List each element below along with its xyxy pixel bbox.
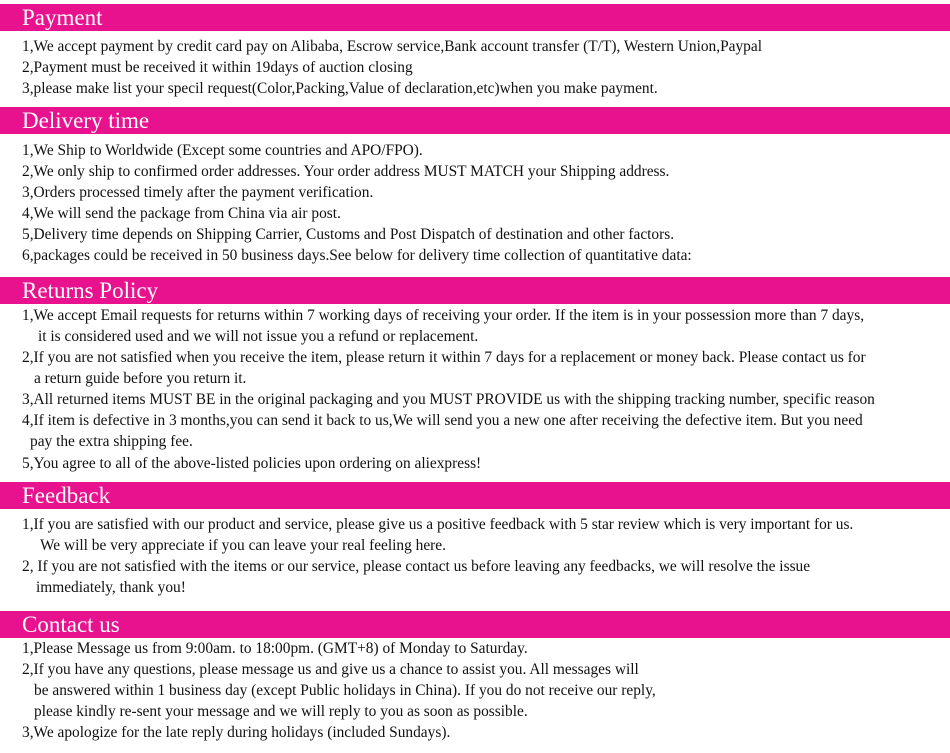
delivery-line-1: 1,We Ship to Worldwide (Except some countries and APO/FPO).: [22, 142, 423, 159]
returns-line-4: 4,If item is defective in 3 months,you can send it back to us,We will send you a new one after receiving the defective item. But you need: [22, 412, 863, 429]
returns-line-3: 3,All returned items MUST BE in the original packaging and you MUST PROVIDE us with the shipping tracking number, specific reason: [22, 391, 875, 408]
contact-title: Contact us: [22, 612, 120, 637]
feedback-line-2: 2, If you are not satisfied with the items or our service, please contact us before leaving any feedbacks, we will resolve the issue: [22, 558, 811, 575]
feedback-line-1: 1,If you are satisfied with our product and service, please give us a positive feedback with 5 star review which is very important for us.: [22, 516, 854, 533]
returns-line-1: 1,We accept Email requests for returns within 7 working days of receiving your order. If the item is in your possession more than 7 days,: [22, 307, 865, 324]
payment-line-3: 3,please make list your specil request(Color,Packing,Value of declaration,etc)when you make payment.: [22, 80, 658, 97]
returns-line-4b: pay the extra shipping fee.: [30, 433, 193, 450]
payment-line-1: 1,We accept payment by credit card pay on Alibaba, Escrow service,Bank account transfer (T/T), Western Union,Paypal: [22, 38, 762, 55]
returns-header: [0, 276, 950, 304]
returns-title: Returns Policy: [22, 278, 159, 303]
delivery-title: Delivery time: [22, 108, 150, 133]
contact-line-2: 2,If you have any questions, please message us and give us a chance to assist you. All messages will: [22, 661, 639, 678]
delivery-line-4: 4,We will send the package from China via air post.: [22, 205, 341, 222]
contact-line-2c: please kindly re-sent your message and we will reply to you as soon as possible.: [34, 703, 528, 720]
feedback-line-1b: We will be very appreciate if you can leave your real feeling here.: [40, 537, 446, 554]
contact-section: [0, 610, 950, 741]
contact-line-3: 3,We apologize for the late reply during holidays (included Sundays).: [22, 724, 451, 741]
returns-line-2: 2,If you are not satisfied when you receive the item, please return it within 7 days for a replacement or money back. Please contact us for: [22, 349, 866, 366]
feedback-title: Feedback: [22, 483, 111, 508]
returns-line-1b: it is considered used and we will not issue you a refund or replacement.: [38, 328, 479, 345]
returns-section: [0, 276, 950, 472]
delivery-line-5: 5,Delivery time depends on Shipping Carrier, Customs and Post Dispatch of destination and other factors.: [22, 226, 675, 243]
payment-line-2: 2,Payment must be received it within 19days of auction closing: [22, 59, 413, 76]
payment-section: [0, 3, 950, 97]
delivery-header: [0, 106, 950, 134]
feedback-line-2b: immediately, thank you!: [36, 579, 186, 596]
returns-line-2b: a return guide before you return it.: [34, 370, 247, 387]
delivery-line-3: 3,Orders processed timely after the payment verification.: [22, 184, 374, 201]
contact-line-2b: be answered within 1 business day (except Public holidays in China). If you do not receive our reply,: [34, 682, 656, 699]
payment-header: [0, 3, 950, 31]
contact-header: [0, 610, 950, 638]
feedback-section: [0, 481, 950, 596]
payment-title: Payment: [22, 5, 103, 30]
returns-line-5: 5,You agree to all of the above-listed policies upon ordering on aliexpress!: [22, 455, 482, 472]
delivery-line-2: 2,We only ship to confirmed order addresses. Your order address MUST MATCH your Shipping address.: [22, 163, 670, 180]
delivery-section: [0, 106, 950, 264]
contact-line-1: 1,Please Message us from 9:00am. to 18:00pm. (GMT+8) of Monday to Saturday.: [22, 640, 528, 657]
delivery-line-6: 6,packages could be received in 50 business days.See below for delivery time collection of quantitative data:: [22, 247, 692, 264]
feedback-header: [0, 481, 950, 509]
